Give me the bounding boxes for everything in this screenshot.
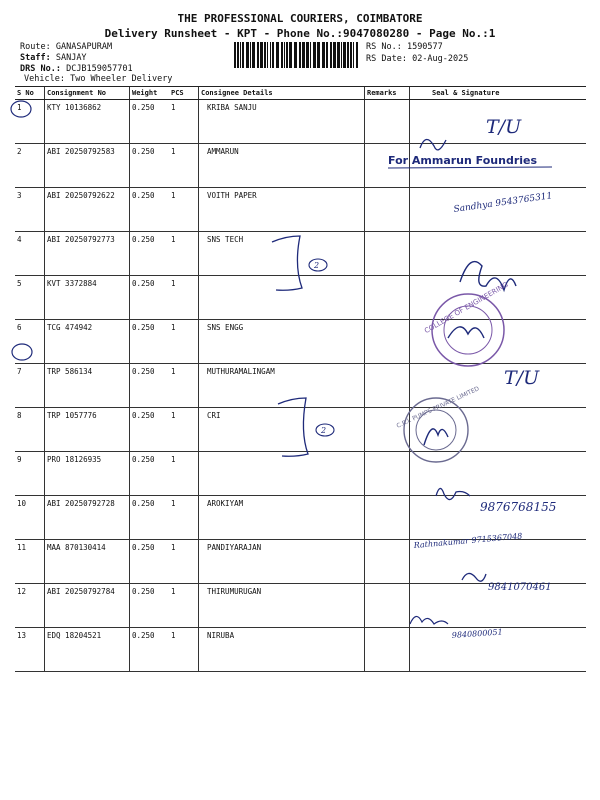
cell-sno: 2 bbox=[15, 144, 45, 188]
barcode-bar bbox=[333, 42, 336, 68]
cell-weight: 0.250 bbox=[130, 100, 170, 144]
cell-pcs: 1 bbox=[169, 144, 199, 188]
cell-consignee: AMMARUN bbox=[199, 144, 365, 188]
cell-signature bbox=[410, 232, 587, 276]
barcode-bar bbox=[267, 42, 268, 68]
cell-weight: 0.250 bbox=[130, 276, 170, 320]
barcode-bar bbox=[237, 42, 239, 68]
cell-consignee bbox=[199, 452, 365, 496]
cell-consignee: PANDIYARAJAN bbox=[199, 540, 365, 584]
cell-consignee: AROKIYAM bbox=[199, 496, 365, 540]
cell-remarks bbox=[365, 452, 410, 496]
cell-remarks bbox=[365, 144, 410, 188]
barcode-bar bbox=[250, 42, 251, 68]
barcode-bar bbox=[326, 42, 328, 68]
barcode-bar bbox=[234, 42, 236, 68]
cell-consignment-no: ABI 20250792728 bbox=[45, 496, 130, 540]
cell-consignment-no: KVT 3372884 bbox=[45, 276, 130, 320]
barcode-image bbox=[234, 42, 360, 68]
col-header-weight: Weight bbox=[130, 87, 170, 100]
vehicle-line bbox=[24, 74, 172, 84]
cell-remarks bbox=[365, 496, 410, 540]
cell-pcs: 1 bbox=[169, 540, 199, 584]
cell-sno: 5 bbox=[15, 276, 45, 320]
barcode-bar bbox=[310, 42, 311, 68]
table-row bbox=[15, 100, 586, 144]
cell-weight: 0.250 bbox=[130, 452, 170, 496]
table-row bbox=[15, 188, 586, 232]
barcode-bar bbox=[343, 42, 346, 68]
table-row bbox=[15, 320, 586, 364]
table-row bbox=[15, 540, 586, 584]
phone-row12: 9841070461 bbox=[488, 582, 552, 593]
cell-consignee: MUTHURAMALINGAM bbox=[199, 364, 365, 408]
barcode-bar bbox=[289, 42, 292, 68]
cell-remarks bbox=[365, 232, 410, 276]
cell-consignee: CRI bbox=[199, 408, 365, 452]
barcode-bar bbox=[337, 42, 340, 68]
cell-consignment-no: TRP 586134 bbox=[45, 364, 130, 408]
route-value: GANASAPURAM bbox=[55, 42, 113, 52]
circled-digit-a: 2 bbox=[314, 261, 320, 270]
cell-weight: 0.250 bbox=[130, 144, 170, 188]
barcode-bar bbox=[246, 42, 249, 68]
cell-consignee: KRIBA SANJU bbox=[199, 100, 365, 144]
signature-row3: Sandhya 9543765311 bbox=[453, 191, 553, 215]
cell-weight: 0.250 bbox=[130, 320, 170, 364]
cell-pcs: 1 bbox=[169, 276, 199, 320]
cell-signature bbox=[410, 188, 587, 232]
cell-pcs: 1 bbox=[169, 408, 199, 452]
cell-signature bbox=[410, 144, 587, 188]
barcode-bar bbox=[240, 42, 241, 68]
cell-consignee: SNS TECH bbox=[199, 232, 365, 276]
barcode-bar bbox=[306, 42, 309, 68]
cell-weight: 0.250 bbox=[130, 232, 170, 276]
runsheet-table bbox=[15, 86, 586, 672]
cell-sno: 12 bbox=[15, 584, 45, 628]
cell-pcs: 1 bbox=[169, 496, 199, 540]
cell-sno: 7 bbox=[15, 364, 45, 408]
cell-weight: 0.250 bbox=[130, 540, 170, 584]
barcode-bar bbox=[313, 42, 316, 68]
rs-date-value: 02-Aug-2025 bbox=[412, 54, 469, 64]
drs-line bbox=[20, 64, 133, 74]
runsheet-subtitle: Delivery Runsheet - KPT - Phone No.:9047080280 - Page No.:1 bbox=[104, 27, 496, 40]
company-title: THE PROFESSIONAL COURIERS, COIMBATORE bbox=[177, 12, 423, 25]
cell-consignment-no: ABI 20250792773 bbox=[45, 232, 130, 276]
barcode-bar bbox=[302, 42, 305, 68]
barcode-bar bbox=[252, 42, 255, 68]
cell-consignment-no: MAA 870130414 bbox=[45, 540, 130, 584]
phone-row10: 9876768155 bbox=[480, 500, 557, 514]
signature-row11: Rathnakumar 9715367048 bbox=[413, 531, 523, 550]
barcode-bar bbox=[281, 42, 283, 68]
barcode-bar bbox=[286, 42, 288, 68]
cell-consignment-no: ABI 20250792784 bbox=[45, 584, 130, 628]
cell-consignment-no: ABI 20250792583 bbox=[45, 144, 130, 188]
seal-cri-text: C.R.I. PUMPS PRIVATE LIMITED bbox=[395, 385, 481, 430]
cell-weight: 0.250 bbox=[130, 188, 170, 232]
cell-consignee: THIRUMURUGAN bbox=[199, 584, 365, 628]
cell-weight: 0.250 bbox=[130, 628, 170, 672]
col-header-pcs: PCS bbox=[169, 87, 199, 100]
cell-signature bbox=[410, 584, 587, 628]
table-row bbox=[15, 584, 586, 628]
cell-sno: 8 bbox=[15, 408, 45, 452]
cell-sno: 4 bbox=[15, 232, 45, 276]
cell-consignee: SNS ENGG bbox=[199, 320, 365, 364]
cell-remarks bbox=[365, 584, 410, 628]
barcode-bar bbox=[317, 42, 320, 68]
barcode-bar bbox=[341, 42, 342, 68]
barcode-bar bbox=[272, 42, 274, 68]
barcode-bar bbox=[260, 42, 263, 68]
tu-mark-1: T/U bbox=[486, 116, 522, 138]
cell-sno: 13 bbox=[15, 628, 45, 672]
barcode-bar bbox=[350, 42, 352, 68]
barcode-bar bbox=[322, 42, 325, 68]
table-row bbox=[15, 276, 586, 320]
cell-remarks bbox=[365, 540, 410, 584]
cell-weight: 0.250 bbox=[130, 408, 170, 452]
cell-pcs: 1 bbox=[169, 584, 199, 628]
cell-signature bbox=[410, 408, 587, 452]
rs-no-value: 1590577 bbox=[406, 42, 443, 52]
cell-pcs: 1 bbox=[169, 628, 199, 672]
barcode-bar bbox=[242, 42, 244, 68]
cell-pcs: 1 bbox=[169, 364, 199, 408]
barcode-bar bbox=[257, 42, 259, 68]
barcode-bar bbox=[294, 42, 297, 68]
rs-date-line bbox=[366, 54, 468, 64]
cell-pcs: 1 bbox=[169, 100, 199, 144]
ammarun-stamp: For Ammarun Foundries bbox=[388, 154, 538, 167]
cell-consignment-no: TRP 1057776 bbox=[45, 408, 130, 452]
cell-signature bbox=[410, 364, 587, 408]
cell-consignment-no: PRO 18126935 bbox=[45, 452, 130, 496]
table-row bbox=[15, 496, 586, 540]
route-line bbox=[20, 42, 112, 52]
cell-remarks bbox=[365, 364, 410, 408]
table-row bbox=[15, 364, 586, 408]
cell-pcs: 1 bbox=[169, 452, 199, 496]
route-label: Route: bbox=[20, 42, 51, 52]
table-row bbox=[15, 232, 586, 276]
table-row bbox=[15, 408, 586, 452]
cell-sno: 11 bbox=[15, 540, 45, 584]
cell-weight: 0.250 bbox=[130, 584, 170, 628]
vehicle-value: Two Wheeler Delivery bbox=[70, 74, 173, 84]
cell-pcs: 1 bbox=[169, 232, 199, 276]
barcode-bar bbox=[353, 42, 354, 68]
barcode-bar bbox=[284, 42, 285, 68]
circled-digit-b: 2 bbox=[321, 426, 327, 435]
cell-remarks bbox=[365, 188, 410, 232]
cell-consignment-no: KTY 10136862 bbox=[45, 100, 130, 144]
cell-remarks bbox=[365, 100, 410, 144]
staff-label: Staff: bbox=[20, 53, 51, 63]
col-header-consignee: Consignee Details bbox=[199, 87, 365, 100]
cell-pcs: 1 bbox=[169, 320, 199, 364]
tu-mark-2: T/U bbox=[504, 367, 540, 389]
col-header-remarks: Remarks bbox=[365, 87, 410, 100]
barcode-bar bbox=[270, 42, 271, 68]
cell-remarks bbox=[365, 276, 410, 320]
cell-signature bbox=[410, 496, 587, 540]
cell-consignee bbox=[199, 276, 365, 320]
barcode-bar bbox=[330, 42, 332, 68]
cell-weight: 0.250 bbox=[130, 496, 170, 540]
vehicle-label: Vehicle: bbox=[24, 74, 65, 84]
barcode-bar bbox=[347, 42, 349, 68]
barcode-bar bbox=[299, 42, 301, 68]
cell-signature bbox=[410, 100, 587, 144]
rs-no-line bbox=[366, 42, 443, 52]
rs-date-label: RS Date: bbox=[366, 54, 407, 64]
cell-remarks bbox=[365, 320, 410, 364]
cell-sno: 1 bbox=[15, 100, 45, 144]
cell-sno: 3 bbox=[15, 188, 45, 232]
cell-consignment-no: EDQ 18204521 bbox=[45, 628, 130, 672]
cell-sno: 9 bbox=[15, 452, 45, 496]
cell-signature bbox=[410, 320, 587, 364]
col-header-consignment: Consignment No bbox=[45, 87, 130, 100]
barcode-bar bbox=[276, 42, 279, 68]
rs-no-label: RS No.: bbox=[366, 42, 402, 52]
phone-row13: 9840800051 bbox=[451, 627, 503, 640]
cell-consignee: NIRUBA bbox=[199, 628, 365, 672]
cell-sno: 10 bbox=[15, 496, 45, 540]
cell-remarks bbox=[365, 628, 410, 672]
drs-label: DRS No.: bbox=[20, 64, 61, 74]
cell-weight: 0.250 bbox=[130, 364, 170, 408]
barcode-bar bbox=[264, 42, 266, 68]
staff-line bbox=[20, 53, 87, 63]
cell-signature bbox=[410, 628, 587, 672]
table-row bbox=[15, 628, 586, 672]
cell-consignee: VOITH PAPER bbox=[199, 188, 365, 232]
cell-consignment-no: TCG 474942 bbox=[45, 320, 130, 364]
cell-signature bbox=[410, 540, 587, 584]
cell-sno: 6 bbox=[15, 320, 45, 364]
seal-college-text: COLLEGE OF ENGINEERING bbox=[423, 280, 510, 336]
cell-remarks bbox=[365, 408, 410, 452]
table-row bbox=[15, 144, 586, 188]
cell-consignment-no: ABI 20250792622 bbox=[45, 188, 130, 232]
cell-signature bbox=[410, 276, 587, 320]
table-row bbox=[15, 452, 586, 496]
table-header-row bbox=[15, 87, 586, 100]
drs-value: DCJB159057701 bbox=[66, 64, 133, 74]
cell-pcs: 1 bbox=[169, 188, 199, 232]
col-header-sno: S No bbox=[15, 87, 45, 100]
col-header-signature: Seal & Signature bbox=[410, 87, 587, 100]
barcode-bar bbox=[356, 42, 358, 68]
cell-signature bbox=[410, 452, 587, 496]
staff-value: SANJAY bbox=[55, 53, 87, 63]
